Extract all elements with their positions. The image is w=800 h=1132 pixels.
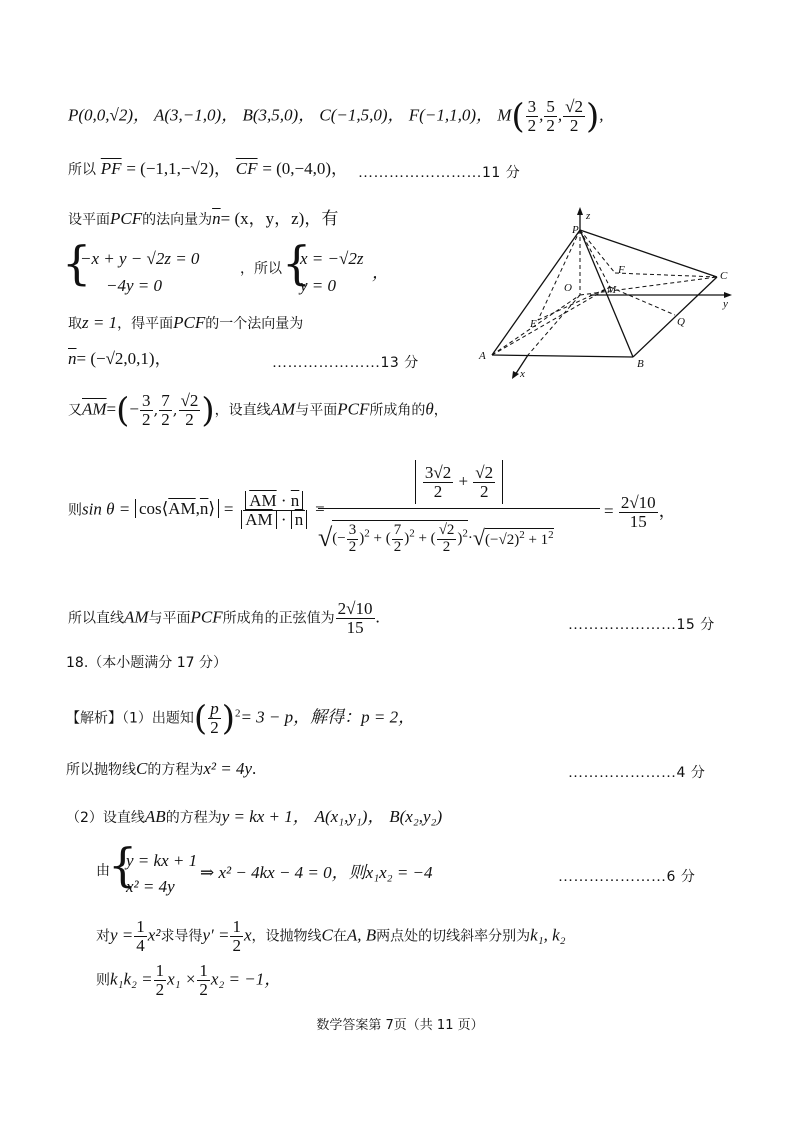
vector-cf: $\overline{CF}$ <box>235 159 258 178</box>
dots-11: ……………………11 分 <box>358 165 521 181</box>
derivative-line: 对y = $\frac{1}{4}$ x²求导得y′ = $\frac{1}{2}$ x，设抛物线C在A, B两点处的切线斜率分别为k₁, k₂ <box>96 917 566 955</box>
vector-pf: $\overline{PF}$ <box>100 159 122 178</box>
abs-cos: $\cos⟨\overline{AM},\overline{n}⟩$ <box>135 499 219 518</box>
coord-m-label: M <box>497 105 512 125</box>
system2-eq2: x² = 4y <box>126 877 175 896</box>
coord-b: B(3,5,0) <box>242 105 299 125</box>
score-11: 11 分 <box>482 165 521 181</box>
m-x-frac: $\frac{3}{2}$ <box>527 97 537 135</box>
label-m: M <box>607 284 617 296</box>
question-18-title: 18.（本小题满分 17 分） <box>66 655 227 671</box>
label-z: z <box>586 210 591 222</box>
dots-4: …………………4 分 <box>568 765 706 781</box>
system1-so: ，所以 <box>240 261 282 277</box>
label-a: A <box>479 350 486 362</box>
dots-13: …………………13 分 <box>272 355 419 371</box>
system2-you: 由 <box>96 863 110 879</box>
label-x: x <box>520 368 525 380</box>
vector-line: 所以 $\overline{PF} = (-1,1,-√2)$， $\overline{CF} = (0,-4,0)$， <box>68 159 349 178</box>
system1-eq1: −x + y − √2z = 0 <box>80 249 200 268</box>
solution-2-line: （2）设直线AB的方程为y = kx + 1， A(x₁,y₁)， B(x₂,y₂) <box>66 807 443 826</box>
normal-vector-line: $\overline{n}= (-√2,0,1)$， <box>68 349 172 368</box>
page-footer: 数学答案第 7页（共 11 页） <box>316 1018 484 1033</box>
conclusion-line: 所以直线AM与平面PCF所成角的正弦值为 $\frac{2√10}{15}$ . <box>68 599 380 637</box>
sin-theta-line: 则$\sin \theta = \cos⟨\overline{AM},\overline{n}⟩$ = $\frac{\overline{AM} \cdot \overline{n}}{\overline{AM} \cdot \overline{n}}$ = <box>68 491 325 529</box>
label-c: C <box>720 270 728 282</box>
segment-mq <box>610 287 675 315</box>
label-o: O <box>564 282 572 294</box>
label-f: F <box>618 264 625 276</box>
score-13: 13 分 <box>380 355 419 371</box>
edge-ab <box>492 355 633 357</box>
coord-f: F(−1,1,0) <box>408 105 476 125</box>
system1-eq3: x = −√2z <box>300 249 364 268</box>
big-frac-denominator: √ (− $\frac{3}{2}$ )$^2$ + ( $\frac{7}{2}$ )$^2$ + ( $\frac{√2}{2}$ )$^2$ · √ $(-√2)^2 + 1^2$ <box>318 522 554 555</box>
edge-bc <box>633 277 717 357</box>
k-product-line: 则k₁k₂ = $\frac{1}{2}$ x₁ × $\frac{1}{2}$ x₂ = −1， <box>96 961 282 999</box>
score-4: 4 分 <box>676 765 706 781</box>
score-15: 15 分 <box>676 617 715 633</box>
system1-eq2: −4y = 0 <box>106 276 162 295</box>
dots-6: …………………6 分 <box>558 869 696 885</box>
segment-fc <box>615 273 717 277</box>
big-fraction <box>318 456 600 567</box>
pyramid-figure <box>470 205 740 380</box>
z-arrow <box>577 207 583 215</box>
x-arrow <box>512 371 519 379</box>
am-vector-line: 又$\overline{AM}=(-$ $\frac{3}{2}$ , $\frac{7}{2}$ , $\frac{√2}{2}$ )，设直线AM与平面PCF所成角的θ， <box>68 390 448 431</box>
coord-c: C(−1,5,0) <box>319 105 388 125</box>
label-e: E <box>530 318 537 330</box>
dots-15: …………………15 分 <box>568 617 715 633</box>
sin-result: = $\frac{2√10}{15}$ ， <box>604 493 676 531</box>
m-z-frac: $\frac{√2}{2}$ <box>565 97 584 135</box>
left-brace-1: { <box>62 236 92 290</box>
m-y-frac: $\frac{5}{2}$ <box>546 97 555 135</box>
label-p: P <box>572 224 579 236</box>
label-q: Q <box>677 316 685 328</box>
cos-frac: $\frac{\overline{AM} \cdot \overline{n}}{\overline{AM} \cdot \overline{n}}$ <box>239 492 309 529</box>
normal-vector-intro: 设平面PCF的法向量为$\overline{n}= (x$，y，z)，有 <box>68 209 339 228</box>
system1-eq4: y = 0 <box>300 276 337 295</box>
segment-em <box>538 287 610 320</box>
left-brace-2: { <box>282 236 312 290</box>
label-b: B <box>637 358 644 370</box>
system2-result: ⇒ x² − 4kx − 4 = 0，则x₁x₂ = −4 <box>200 863 433 882</box>
system2-eq1: y = kx + 1 <box>126 851 198 870</box>
segment-pe <box>538 230 580 320</box>
segment-am <box>492 287 610 355</box>
take-z-line: 取z = 1，得平面PCF的一个法向量为 <box>68 313 304 332</box>
coord-p: P(0,0,√2) <box>68 105 134 125</box>
coordinates-line: P(0,0,√2)， A(3,−1,0)， B(3,5,0)， C(−1,5,0)， F(−1,1,0)， M( $\frac{3}{2}$ , $\frac{5}{2}$ , $\frac{√2}{2}$ ), <box>68 96 604 137</box>
label-y: y <box>723 298 728 310</box>
left-brace-3: { <box>108 838 138 892</box>
solution-1-line: 【解析】（1）出题知( $\frac{p}{2}$ )$^2$= 3 − p，解得：p = 2， <box>66 698 416 739</box>
parabola-line: 所以抛物线C的方程为x² = 4y. <box>66 759 257 778</box>
score-6: 6 分 <box>666 869 696 885</box>
big-frac-numerator: $\frac{3√2}{2}$ + $\frac{√2}{2}$ <box>318 456 600 509</box>
coord-a: A(3,−1,0) <box>154 105 222 125</box>
